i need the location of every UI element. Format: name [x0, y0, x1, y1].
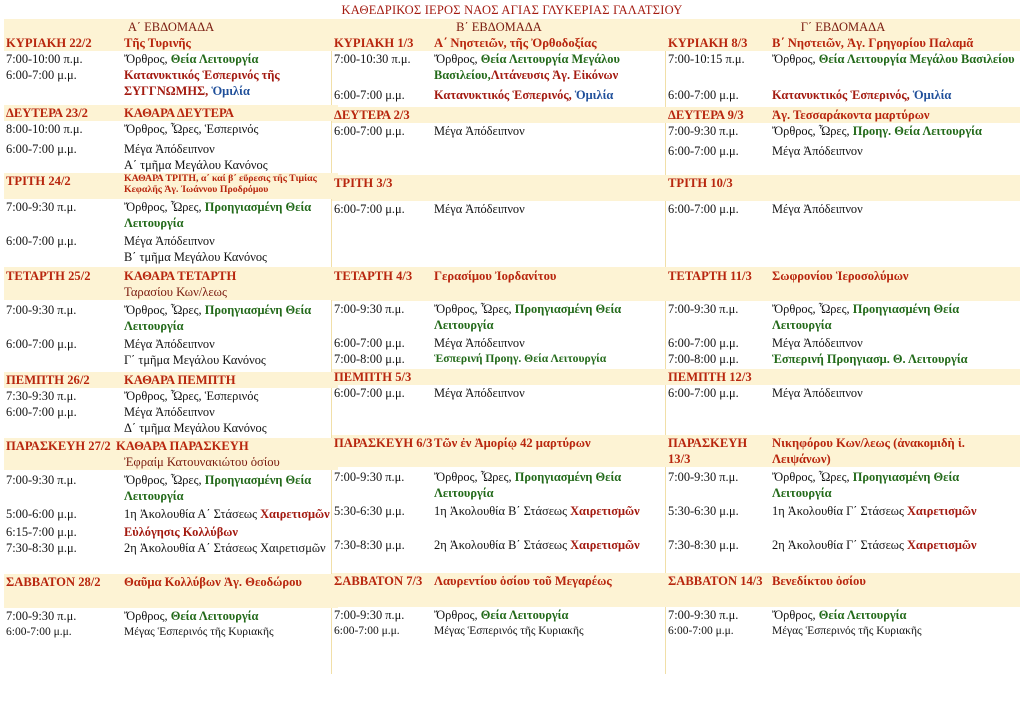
service-liturgy: Ἑσπερινή Προηγιασμ. Θ. Λειτουργία — [772, 352, 968, 366]
service-time: 6:00-7:00 μ.μ. — [6, 68, 77, 82]
service-time: 7:00-9:30 π.μ. — [334, 608, 405, 622]
service-liturgy: Προηγιασμένη Θεία Λειτουργία — [124, 303, 312, 333]
service-desc: Ὄρθρος, Ὧρες, — [124, 303, 205, 317]
day-label: ΣΑΒΒΑΤΟΝ 7/3 — [334, 574, 423, 588]
service-row — [332, 501, 666, 537]
service-desc: Ὄρθρος, — [772, 52, 819, 66]
week-2-column — [332, 19, 666, 639]
service-desc: Β΄ τμῆμα Μεγάλου Κανόνος — [124, 250, 267, 264]
feast-title: ΚΑΘΑΡΑ ΔΕΥΤΕΡΑ — [124, 106, 234, 120]
service-liturgy: Θεία Λειτουργία — [170, 609, 259, 623]
service-time: 6:00-7:00 μ.μ. — [334, 386, 405, 400]
service-time: 6:00-7:00 μ.μ. — [668, 336, 739, 350]
service-desc: Ὄρθρος, Ὧρες, — [124, 200, 205, 214]
day-label: ΣΑΒΒΑΤΟΝ 14/3 — [668, 574, 763, 588]
service-liturgy: Προηγ. Θεία Λειτουργία — [852, 124, 982, 138]
day-label: ΤΡΙΤΗ 3/3 — [334, 176, 393, 190]
service-desc: Μέγα Ἀπόδειπνον — [124, 337, 215, 351]
day-header — [332, 175, 666, 201]
day-header — [332, 573, 666, 607]
week-1-heading: Α΄ ΕΒΔΟΜΑΔΑ — [4, 19, 338, 35]
service-row — [332, 623, 666, 639]
service-homily: Ὁμιλία — [574, 88, 614, 102]
service-liturgy: Ἑσπερινή Προηγ. Θεία Λειτουργία — [434, 352, 607, 365]
service-row — [666, 123, 1020, 143]
feast-title: Βενεδίκτου ὁσίου — [772, 574, 866, 588]
service-liturgy: Προηγιασμένη Θεία Λειτουργία — [434, 302, 622, 332]
day-label: ΔΕΥΤΕΡΑ 23/2 — [6, 106, 88, 120]
service-time: 6:00-7:00 μ.μ. — [6, 142, 77, 156]
service-time: 6:00-7:00 μ.μ. — [668, 625, 734, 637]
service-row — [4, 608, 338, 624]
service-row — [332, 51, 666, 87]
day-header — [666, 175, 1020, 201]
service-liturgy: Θεία Λειτουργία — [480, 608, 569, 622]
week-3-column — [666, 19, 1020, 639]
service-time: 7:30-8:30 μ.μ. — [6, 541, 77, 555]
day-header — [332, 435, 666, 467]
service-time: 7:00-9:30 π.μ. — [668, 302, 739, 316]
service-desc: Ὄρθρος, — [772, 608, 819, 622]
service-row — [666, 51, 1020, 87]
feast-subtitle: Ταρασίου Κων/λεως — [124, 285, 227, 299]
service-time: 8:00-10:00 π.μ. — [6, 122, 83, 136]
service-row — [4, 334, 338, 372]
service-row — [4, 51, 338, 67]
service-row — [332, 467, 666, 501]
day-label: ΔΕΥΤΕΡΑ 2/3 — [334, 108, 410, 122]
service-liturgy: Θεία Λειτουργία Μεγάλου Βασιλείου — [818, 52, 1015, 66]
day-label: ΣΑΒΒΑΤΟΝ 28/2 — [6, 575, 101, 589]
feast-title: Α΄ Νηστειῶν, τῆς Ὀρθοδοξίας — [434, 36, 597, 50]
service-row — [4, 388, 338, 404]
service-time: 6:00-7:00 μ.μ. — [334, 625, 400, 637]
service-desc: Μέγα Ἀπόδειπνον — [772, 144, 863, 158]
service-desc: Ὄρθρος, Ὧρες, — [772, 302, 853, 316]
service-desc: Μέγα Ἀπόδειπνον — [772, 336, 863, 350]
service-time: 7:00-9:30 π.μ. — [668, 608, 739, 622]
feast-title: Σωφρονίου Ἱεροσολύμων — [772, 269, 909, 283]
service-desc: Μέγα Ἀπόδειπνον — [434, 202, 525, 216]
feast-title: Γερασίμου Ἰορδανίτου — [434, 269, 557, 283]
service-time: 7:30-9:30 π.μ. — [6, 389, 77, 403]
service-time: 6:00-7:00 μ.μ. — [668, 202, 739, 216]
service-desc: Γ΄ τμῆμα Μεγάλου Κανόνος — [124, 353, 266, 367]
feast-title: ΚΑΘΑΡΑ ΠΑΡΑΣΚΕΥΗ — [116, 439, 249, 453]
day-label: ΠΑΡΑΣΚΕΥΗ 27/2 — [6, 439, 111, 453]
service-row — [666, 501, 1020, 537]
service-row — [666, 333, 1020, 351]
service-desc: Ὄρθρος, — [124, 52, 171, 66]
service-time: 6:15-7:00 μ.μ. — [6, 525, 77, 539]
service-akathist: Χαιρετισμῶν — [570, 504, 640, 518]
service-desc: Ὄρθρος, — [124, 609, 171, 623]
day-label: ΠΑΡΑΣΚΕΥΗ 13/3 — [668, 436, 748, 466]
service-desc: Μέγα Ἀπόδειπνον — [124, 405, 215, 419]
service-time: 7:00-9:30 π.μ. — [668, 124, 739, 138]
service-desc: Ὄρθρος, Ὧρες, — [434, 302, 515, 316]
service-time: 7:00-10:15 π.μ. — [668, 52, 745, 66]
service-time: 6:00-7:00 μ.μ. — [6, 234, 77, 248]
service-desc: 1η Ἀκολουθία Β΄ Στάσεως — [434, 504, 571, 518]
service-row — [4, 121, 338, 141]
service-row — [332, 385, 666, 435]
service-time: 6:00-7:00 μ.μ. — [334, 336, 405, 350]
service-time: 7:00-9:30 π.μ. — [6, 609, 77, 623]
service-time: 7:00-9:30 π.μ. — [668, 470, 739, 484]
day-label: ΚΥΡΙΑΚΗ 1/3 — [334, 36, 414, 50]
service-desc: Ὄρθρος, Ὧρες, — [124, 473, 205, 487]
service-row — [332, 301, 666, 333]
service-row — [666, 351, 1020, 369]
service-desc: Μέγα Ἀπόδειπνον — [434, 124, 525, 138]
service-time: 6:00-7:00 μ.μ. — [6, 405, 77, 419]
feast-title: Νικηφόρου Κων/λεως (ἀνακομιδὴ ἱ. Λειψάνων) — [772, 436, 965, 466]
service-row — [4, 404, 338, 438]
service-row — [4, 67, 338, 105]
service-desc: Μέγας Ἑσπερινός τῆς Κυριακῆς — [434, 625, 584, 637]
service-time: 7:00-9:30 π.μ. — [6, 473, 77, 487]
page-title: ΚΑΘΕΔΡΙΚΟΣ ΙΕΡΟΣ ΝΑΟΣ ΑΓΙΑΣ ΓΛΥΚΕΡΙΑΣ ΓΑΛΑΤΣΙΟΥ — [341, 3, 683, 17]
service-row — [666, 385, 1020, 435]
service-time: 7:00-8:00 μ.μ. — [668, 352, 739, 366]
day-label: ΚΥΡΙΑΚΗ 8/3 — [668, 36, 748, 50]
service-desc: Μέγα Ἀπόδειπνον — [124, 142, 215, 156]
day-label: ΤΕΤΑΡΤΗ 25/2 — [6, 269, 91, 283]
feast-title: Β΄ Νηστειῶν, Ἁγ. Γρηγορίου Παλαμᾶ — [772, 36, 974, 50]
service-akathist: Χαιρετισμῶν — [260, 507, 330, 521]
service-homily: Ὁμιλία — [211, 84, 250, 98]
day-label: ΤΡΙΤΗ 24/2 — [6, 174, 71, 188]
day-header — [4, 574, 338, 608]
service-akathist: Χαιρετισμῶν — [906, 538, 977, 552]
service-row — [666, 87, 1020, 107]
service-time: 6:00-7:00 μ.μ. — [668, 88, 739, 102]
day-label: ΤΡΙΤΗ 10/3 — [668, 176, 733, 190]
service-row — [666, 201, 1020, 267]
service-desc: Μέγα Ἀπόδειπνον — [772, 202, 863, 216]
service-desc: Μέγα Ἀπόδειπνον — [124, 234, 215, 248]
service-desc: 2η Ἀκολουθία Γ΄ Στάσεως — [772, 538, 907, 552]
service-time: 7:00-9:30 π.μ. — [334, 470, 405, 484]
service-desc: Μέγας Ἑσπερινός τῆς Κυριακῆς — [124, 626, 274, 638]
service-liturgy: Προηγιασμένη Θεία Λειτουργία — [772, 470, 960, 500]
day-header — [666, 35, 1020, 51]
service-time: 6:00-7:00 μ.μ. — [334, 88, 405, 102]
service-row — [4, 540, 338, 574]
service-desc: Ὄρθρος, Ὧρες, — [772, 124, 853, 138]
service-liturgy: Θεία Λειτουργία Μεγάλου Βασιλείου, — [434, 52, 620, 82]
service-row — [4, 199, 338, 231]
service-time: 7:00-10:00 π.μ. — [6, 52, 83, 66]
feast-title: Τῶν ἐν Ἀμορίῳ 42 μαρτύρων — [434, 436, 591, 450]
feast-title: ΚΑΘΑΡΑ ΤΕΤΑΡΤΗ — [124, 269, 237, 283]
day-header — [4, 438, 338, 470]
day-header — [666, 267, 1020, 301]
day-header — [332, 35, 666, 51]
day-label: ΔΕΥΤΕΡΑ 9/3 — [668, 108, 744, 122]
service-liturgy: Προηγιασμένη Θεία Λειτουργία — [434, 470, 622, 500]
service-desc: Μέγα Ἀπόδειπνον — [434, 336, 525, 350]
service-row — [4, 624, 338, 640]
service-time: 7:00-9:30 π.μ. — [334, 302, 405, 316]
feast-title: Θαῦμα Κολλύβων Ἁγ. Θεοδώρου — [124, 575, 302, 589]
feast-subtitle: Ἐφραίμ Κατουνακιώτου ὁσίου — [124, 455, 280, 469]
feast-title: ΚΑΘΑΡΑ ΤΡΙΤΗ, α΄ καί β΄ εὕρεσις τῆς Τιμίας Κεφαλῆς Ἁγ. Ἰωάννου Προδρόμου — [124, 173, 317, 195]
service-row — [4, 300, 338, 334]
service-desc: Μέγα Ἀπόδειπνον — [772, 386, 863, 400]
feast-title: Λαυρεντίου ὁσίου τοῦ Μεγαρέως — [434, 574, 612, 588]
day-header — [4, 173, 338, 199]
feast-title: Τῆς Τυρινῆς — [124, 36, 191, 50]
day-header — [4, 35, 338, 51]
week-1-column — [4, 19, 338, 640]
service-liturgy: Προηγιασμένη Θεία Λειτουργία — [124, 200, 312, 230]
service-akathist: Χαιρετισμῶν — [570, 538, 640, 552]
service-vespers: Κατανυκτικός Ἑσπερινός τῆς ΣΥΓΓΝΩΜΗΣ, — [124, 68, 280, 98]
service-row — [4, 522, 338, 540]
service-desc: 2η Ἀκολουθία Β΄ Στάσεως — [434, 538, 571, 552]
service-desc: Ὄρθρος, Ὧρες, — [772, 470, 853, 484]
service-liturgy: Προηγιασμένη Θεία Λειτουργία — [772, 302, 960, 332]
service-time: 6:00-7:00 μ.μ. — [6, 626, 72, 638]
service-row — [666, 301, 1020, 333]
service-time: 6:00-7:00 μ.μ. — [668, 144, 739, 158]
day-label: ΠΕΜΠΤΗ 5/3 — [334, 370, 412, 384]
service-time: 7:00-10:30 π.μ. — [334, 52, 411, 66]
service-row — [332, 333, 666, 351]
day-header — [666, 573, 1020, 607]
service-desc: Ὄρθρος, Ὧρες, — [434, 470, 515, 484]
feast-title: ΚΑΘΑΡΑ ΠΕΜΠΤΗ — [124, 373, 236, 387]
service-desc: Α΄ τμῆμα Μεγάλου Κανόνος — [124, 158, 268, 172]
service-row — [4, 231, 338, 267]
service-liturgy: Προηγιασμένη Θεία Λειτουργία — [124, 473, 312, 503]
service-time: 6:00-7:00 μ.μ. — [334, 202, 405, 216]
service-liturgy: Θεία Λειτουργία — [170, 52, 259, 66]
service-desc: Δ΄ τμῆμα Μεγάλου Κανόνος — [124, 421, 267, 435]
day-label: ΚΥΡΙΑΚΗ 22/2 — [6, 36, 92, 50]
service-row — [4, 504, 338, 522]
day-header — [4, 372, 338, 388]
service-row — [666, 607, 1020, 623]
service-akathist: Χαιρετισμῶν — [906, 504, 977, 518]
service-row — [332, 201, 666, 267]
service-time: 7:00-9:30 π.μ. — [6, 200, 77, 214]
day-label: ΠΕΜΠΤΗ 12/3 — [668, 370, 752, 384]
service-time: 5:30-6:30 μ.μ. — [668, 504, 739, 518]
service-desc: 1η Ἀκολουθία Α΄ Στάσεως — [124, 507, 261, 521]
service-row — [332, 87, 666, 107]
week-3-heading: Γ΄ ΕΒΔΟΜΑΔΑ — [666, 19, 1020, 35]
service-time: 6:00-7:00 μ.μ. — [6, 337, 77, 351]
service-row — [332, 607, 666, 623]
service-homily: Ὁμιλία — [912, 88, 952, 102]
day-label: ΠΕΜΠΤΗ 26/2 — [6, 373, 90, 387]
service-desc: Μέγα Ἀπόδειπνον — [434, 386, 525, 400]
service-time: 7:00-9:30 π.μ. — [6, 303, 77, 317]
service-time: 7:30-8:30 μ.μ. — [668, 538, 739, 552]
service-liturgy: Θεία Λειτουργία — [818, 608, 907, 622]
day-label: ΠΑΡΑΣΚΕΥΗ 6/3 — [334, 436, 433, 450]
feast-title: Ἁγ. Τεσσαράκοντα μαρτύρων — [772, 108, 930, 122]
service-time: 5:00-6:00 μ.μ. — [6, 507, 77, 521]
service-time: 7:30-8:30 μ.μ. — [334, 538, 405, 552]
service-time: 5:30-6:30 μ.μ. — [334, 504, 405, 518]
service-desc: Ὄρθρος, Ὧρες, Ἑσπερινός — [124, 389, 259, 403]
service-row — [666, 537, 1020, 573]
day-header — [666, 369, 1020, 385]
day-header — [332, 369, 666, 385]
day-label: ΤΕΤΑΡΤΗ 4/3 — [334, 269, 413, 283]
service-desc: Μέγας Ἑσπερινός τῆς Κυριακῆς — [772, 625, 922, 637]
service-desc: Ὄρθρος, — [434, 52, 481, 66]
service-row — [332, 537, 666, 573]
service-vespers: Κατανυκτικός Ἑσπερινός, — [772, 88, 913, 102]
day-header — [332, 107, 666, 123]
service-time: 6:00-7:00 μ.μ. — [334, 124, 405, 138]
service-time: 6:00-7:00 μ.μ. — [668, 386, 739, 400]
service-row — [4, 141, 338, 173]
day-header — [4, 105, 338, 121]
day-header — [666, 435, 1020, 467]
service-blessing: Εὐλόγησις Κολλύβων — [124, 525, 238, 539]
day-label: ΤΕΤΑΡΤΗ 11/3 — [668, 269, 752, 283]
service-row — [666, 467, 1020, 501]
service-desc: 1η Ἀκολουθία Γ΄ Στάσεως — [772, 504, 907, 518]
day-header — [332, 267, 666, 301]
service-desc: 2η Ἀκολουθία Α΄ Στάσεως Χαιρετισμῶν — [124, 541, 326, 555]
service-row — [666, 623, 1020, 639]
service-row — [666, 143, 1020, 175]
service-desc: Ὄρθρος, — [434, 608, 481, 622]
week-2-heading: Β΄ ΕΒΔΟΜΑΔΑ — [332, 19, 666, 35]
service-desc: Ὄρθρος, Ὧρες, Ἑσπερινός — [124, 122, 259, 136]
service-row — [332, 351, 666, 369]
service-row — [332, 123, 666, 175]
service-time: 7:00-8:00 μ.μ. — [334, 352, 405, 366]
day-header — [666, 107, 1020, 123]
day-header — [4, 267, 338, 300]
service-row — [4, 470, 338, 504]
service-procession: Λιτάνευσις Ἁγ. Εἰκόνων — [490, 68, 619, 82]
service-vespers: Κατανυκτικός Ἑσπερινός, — [434, 88, 575, 102]
